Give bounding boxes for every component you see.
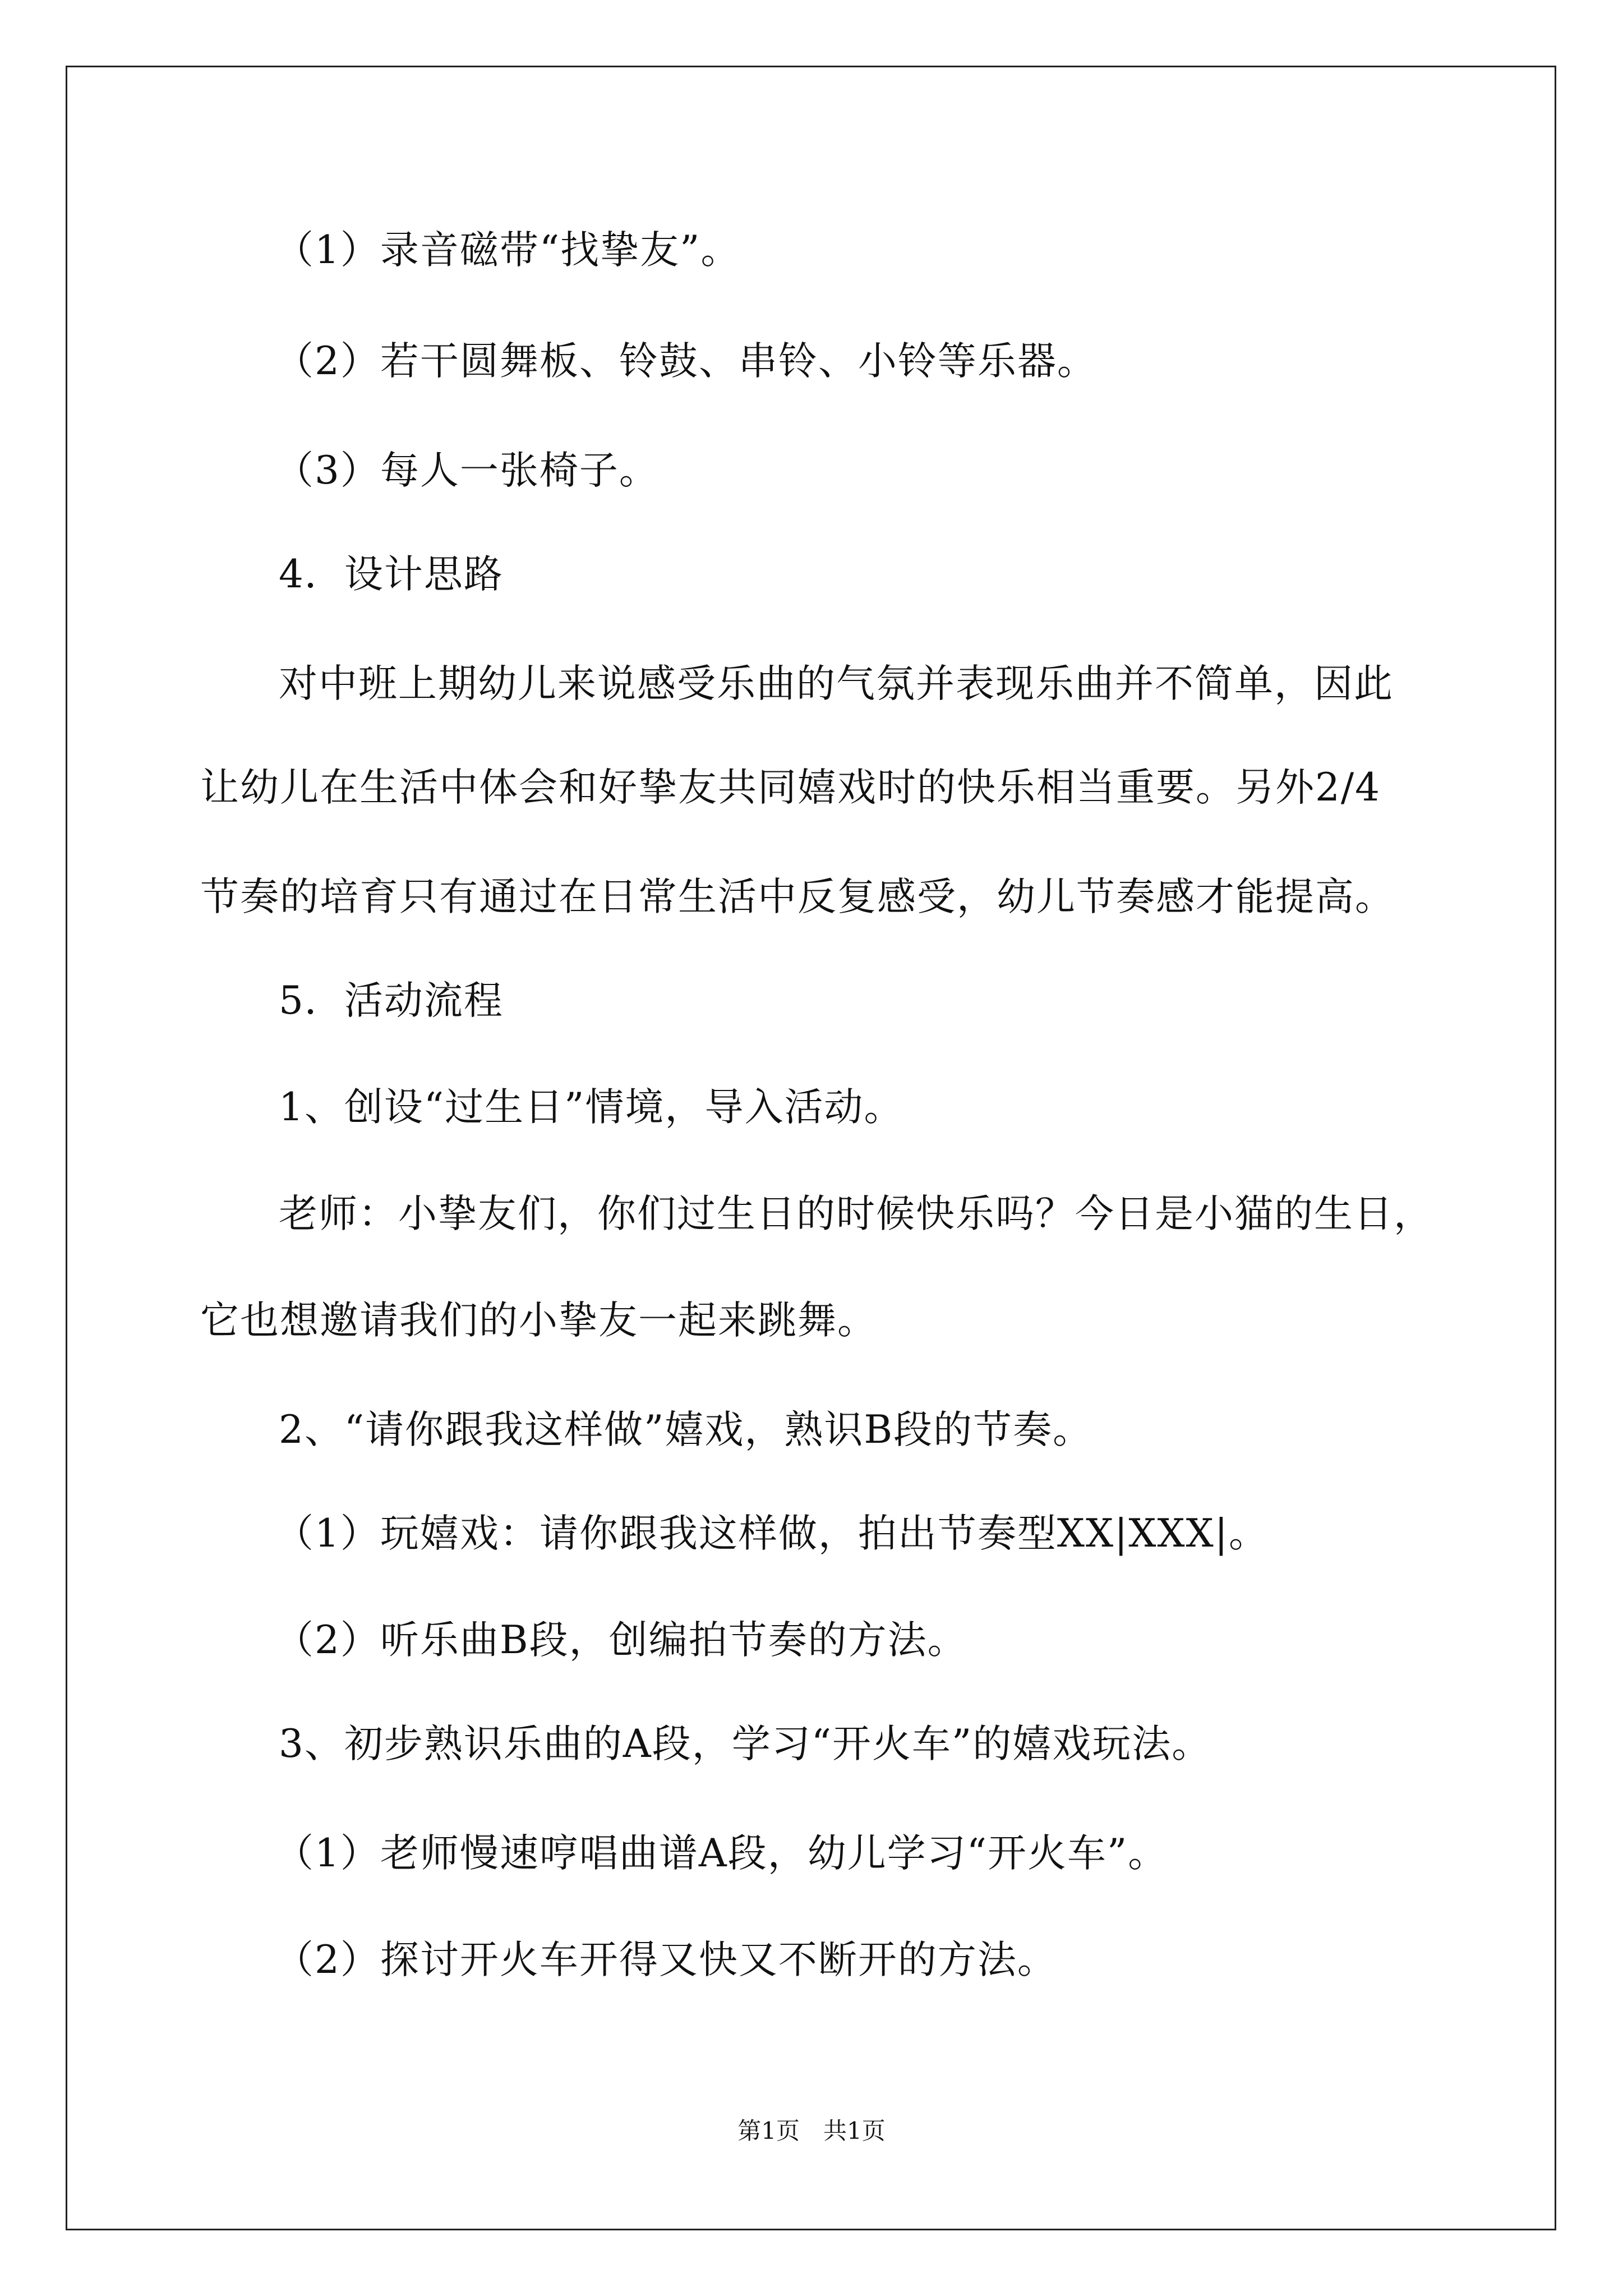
page-border bbox=[66, 66, 1556, 2230]
text-line-5: 对中班上期幼儿来说感受乐曲的气氛并表现乐曲并不简单，因此 bbox=[279, 661, 1394, 706]
text-line-13: （1）玩嬉戏：请你跟我这样做，拍出节奏型XX|XXX|。 bbox=[275, 1511, 1269, 1556]
text-line-10: 老师：小挚友们，你们过生日的时候快乐吗？今日是小猫的生日， bbox=[279, 1191, 1433, 1236]
page-number-footer: 第1页 共1页 bbox=[737, 2117, 886, 2145]
text-line-14: （2）听乐曲B段，创编拍节奏的方法。 bbox=[275, 1618, 967, 1663]
text-line-8: 5．活动流程 bbox=[279, 978, 504, 1023]
text-line-3: （3）每人一张椅子。 bbox=[275, 448, 659, 493]
text-line-1: （1）录音磁带“找挚友”。 bbox=[275, 228, 741, 273]
text-line-2: （2）若干圆舞板、铃鼓、串铃、小铃等乐器。 bbox=[275, 339, 1097, 384]
text-line-9: 1、创设“过生日”情境，导入活动。 bbox=[279, 1085, 904, 1130]
text-line-7: 节奏的培育只有通过在日常生活中反复感受，幼儿节奏感才能提高。 bbox=[200, 875, 1395, 919]
text-line-16: （1）老师慢速哼唱曲谱A段，幼儿学习“开火车”。 bbox=[275, 1831, 1168, 1876]
text-line-12: 2、“请你跟我这样做”嬉戏，熟识B段的节奏。 bbox=[279, 1407, 1093, 1452]
text-line-11: 它也想邀请我们的小挚友一起来跳舞。 bbox=[200, 1298, 877, 1343]
text-line-15: 3、初步熟识乐曲的A段，学习“开火车”的嬉戏玩法。 bbox=[279, 1722, 1212, 1766]
text-line-6: 让幼儿在生活中体会和好挚友共同嬉戏时的快乐相当重要。另外2/4 bbox=[200, 765, 1381, 810]
text-line-17: （2）探讨开火车开得又快又不断开的方法。 bbox=[275, 1938, 1057, 1982]
text-line-4: 4．设计思路 bbox=[279, 552, 504, 597]
